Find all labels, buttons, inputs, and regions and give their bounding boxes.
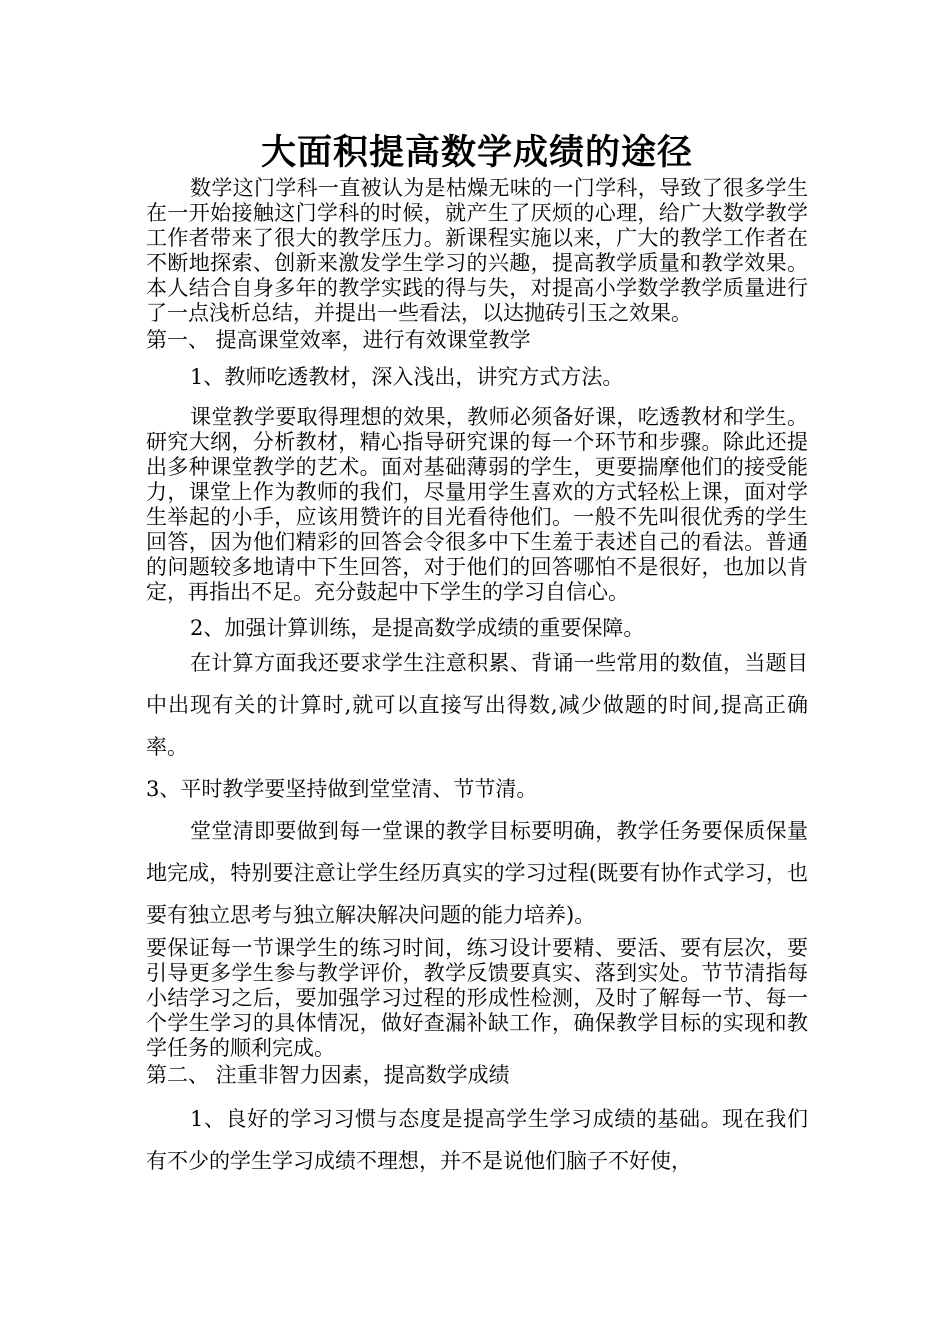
section1-item3-body-part2: 要保证每一节课学生的练习时间，练习设计要精、要活、要有层次，要引导更多学生参与教学评价，教学反馈要真实、落到实处。节节清指每小结学习之后，要加强学习过程的形成性检测，及时了解每一节、每一个学生学习的具体情况，做好查漏补缺工作，确保教学目标的实现和教学任务的顺利完成。 [146, 936, 808, 1060]
section1-item2-heading: 2、加强计算训练，是提高数学成绩的重要保障。 [190, 616, 645, 640]
intro-paragraph: 数学这门学科一直被认为是枯燥无味的一门学科，导致了很多学生在一开始接触这门学科的时候，就产生了厌烦的心理，给广大数学教学工作者带来了很大的教学压力。新课程实施以来，广大的教学工作者在不断地探索、创新来激发学生学习的兴趣，提高教学质量和教学效果。本人结合自身多年的教学实践的得与失，对提高小学数学教学质量进行了一点浅析总结，并提出一些看法，以达抛砖引玉之效果。 [146, 176, 808, 325]
document-page [146, 130, 808, 1182]
document-title: 大面积提高数学成绩的途径 [260, 133, 693, 173]
section2-heading: 第二、 注重非智力因素，提高数学成绩 [146, 1063, 510, 1087]
section1-item3-heading: 3、平时教学要坚持做到堂堂清、节节清。 [146, 777, 538, 801]
section1-item1-body: 课堂教学要取得理想的效果，教师必须备好课，吃透教材和学生。研究大纲，分析教材，精心指导研究课的每一个环节和步骤。除此还提出多种课堂教学的艺术。面对基础薄弱的学生，更要揣摩他们的接受能力，课堂上作为教师的我们，尽量用学生喜欢的方式轻松上课，面对学生举起的小手，应该用赞许的目光看待他们。一般不先叫很优秀的学生回答，因为他们精彩的回答会令很多中下生羞于表述自己的看法。普通的问题较多地请中下生回答，对于他们的回答哪怕不是很好，也加以肯定，再指出不足。充分鼓起中下学生的学习自信心。 [146, 405, 808, 604]
section1-item3-body-part1: 堂堂清即要做到每一堂课的教学目标要明确，教学任务要保质保量地完成，特别要注意让学生经历真实的学习过程(既要有协作式学习，也要有独立思考与独立解决解决问题的能力培养)。 [146, 819, 808, 927]
section1-item1-heading: 1、教师吃透教材，深入浅出，讲究方式方法。 [190, 365, 624, 389]
section2-item1-body: 1、良好的学习习惯与态度是提高学生学习成绩的基础。现在我们有不少的学生学习成绩不理想，并不是说他们脑子不好使， [146, 1107, 808, 1173]
section1-item2-body: 在计算方面我还要求学生注意积累、背诵一些常用的数值，当题目中出现有关的计算时,就可以直接写出得数,减少做题的时间,提高正确率。 [146, 651, 808, 759]
section1-heading: 第一、 提高课堂效率，进行有效课堂教学 [146, 328, 531, 352]
